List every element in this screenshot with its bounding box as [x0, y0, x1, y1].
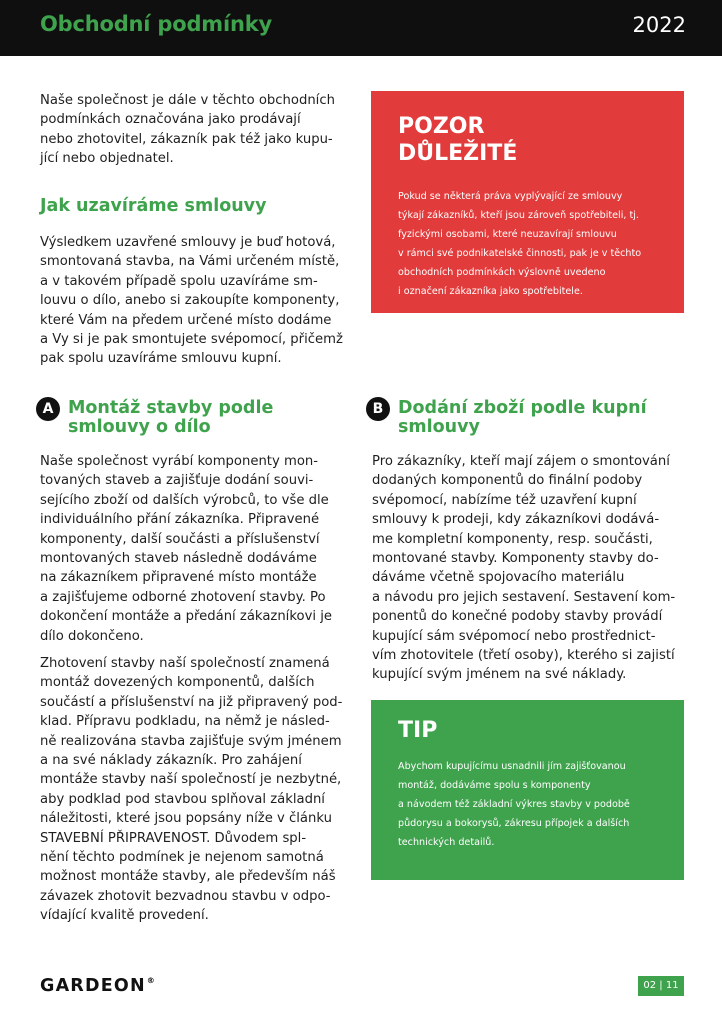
gardeon-logo — [40, 976, 155, 996]
warning-title: POZOR DŮLEŽITÉ — [398, 114, 518, 166]
tip-title: TIP — [398, 718, 438, 743]
section-b-paragraph: Pro zákazníky, kteří mají zájem o smontování dodaných komponentů do finální podoby svépomocí, nabízíme též uzavření kupní smlouvy k prodeji, kdy zákazníkovi dodává- me kompletní komponenty, resp. součásti, montované stavby. Komponenty stavby do- dáváme včetně spojovacího materiálu a návodu pro jejich sestavení. Sestavení kom- ponentů do konečné podoby stavby provádí kupující sám svépomocí nebo prostřednict- vím zhotovitele (třetí osoby), kterého si zajistí kupující svým jménem na své náklady. — [372, 454, 676, 683]
intro-paragraph: Naše společnost je dále v těchto obchodních podmínkách označována jako prodávají nebo zhotovitel, zákazník pak též jako kupu- jící nebo objednatel. — [40, 93, 335, 167]
contracts-heading: Jak uzavíráme smlouvy — [40, 196, 267, 216]
page-title: Obchodní podmínky — [40, 12, 272, 36]
warning-text: Pokud se některá práva vyplývající ze smlouvy týkají zákazníků, kteří jsou zároveň spotřebiteli, tj. fyzickými osobami, které neuzavírají smlouvu v rámci své podnikatelské činnosti, pak je v těchto obchodních podmínkách výslovně uvedeno i označení zákazníka jako spotřebitele. — [398, 191, 642, 297]
badge-a: A — [36, 397, 60, 421]
section-a-heading: Montáž stavby podle smlouvy o dílo — [68, 398, 274, 437]
header-year: 2022 — [632, 13, 686, 37]
logo-text: GARDEON — [40, 976, 146, 996]
tip-box — [371, 700, 684, 880]
section-b-heading: Dodání zboží podle kupní smlouvy — [398, 398, 647, 437]
tip-text: Abychom kupujícímu usnadnili jím zajišťovanou montáž, dodáváme spolu s komponenty a návodem též základní výkres stavby v podobě půdorysu a bokorysů, zákresu přípojek a dalších technických detailů. — [398, 761, 630, 848]
section-a-paragraph-2: Zhotovení stavby naší společností znamená montáž dovezených komponentů, dalších součástí a příslušenství na již připravený pod- klad. Přípravu podkladu, na němž je násled- ně realizována stavba zajišťuje svým jménem a na své náklady zákazník. Pro zahájení montáže stavby naší společností je nezbytné, aby podklad pod stavbou splňoval základní náležitosti, které jsou popsány níže v článku STAVEBNÍ PŘIPRAVENOST. Důvodem spl- nění těchto podmínek je nejenom samotná možnost montáže stavby, ale především náš závazek zhotovit bezvadnou stavbu v odpo- vídající kvalitě provedení. — [40, 656, 343, 924]
warning-box — [371, 91, 684, 313]
page-number: 02 | 11 — [638, 976, 684, 996]
badge-b: B — [366, 397, 390, 421]
section-a-paragraph-1: Naše společnost vyrábí komponenty mon- tovaných staveb a zajišťuje dodání souvi- sejícího zboží od dalších výrobců, to vše dle individuálního přání zákazníka. Připravené komponenty, další součásti a příslušenství montovaných staveb následně dodáváme na zákazníkem připravené místo montáže a zajišťujeme odborné zhotovení stavby. Po dokončení montáže a předání zákazníkovi je dílo dokončeno. — [40, 454, 333, 644]
contracts-paragraph: Výsledkem uzavřené smlouvy je buď hotová, smontovaná stavba, na Vámi určeném místě, a v takovém případě spolu uzavíráme sm- louvu o dílo, anebo si zakoupíte komponenty, které Vám na předem určené místo dodáme a Vy si je pak smontujete svépomocí, přičemž pak spolu uzavíráme smlouvu kupní. — [40, 235, 343, 367]
page-header — [0, 0, 722, 56]
trademark-symbol: ® — [146, 976, 155, 985]
